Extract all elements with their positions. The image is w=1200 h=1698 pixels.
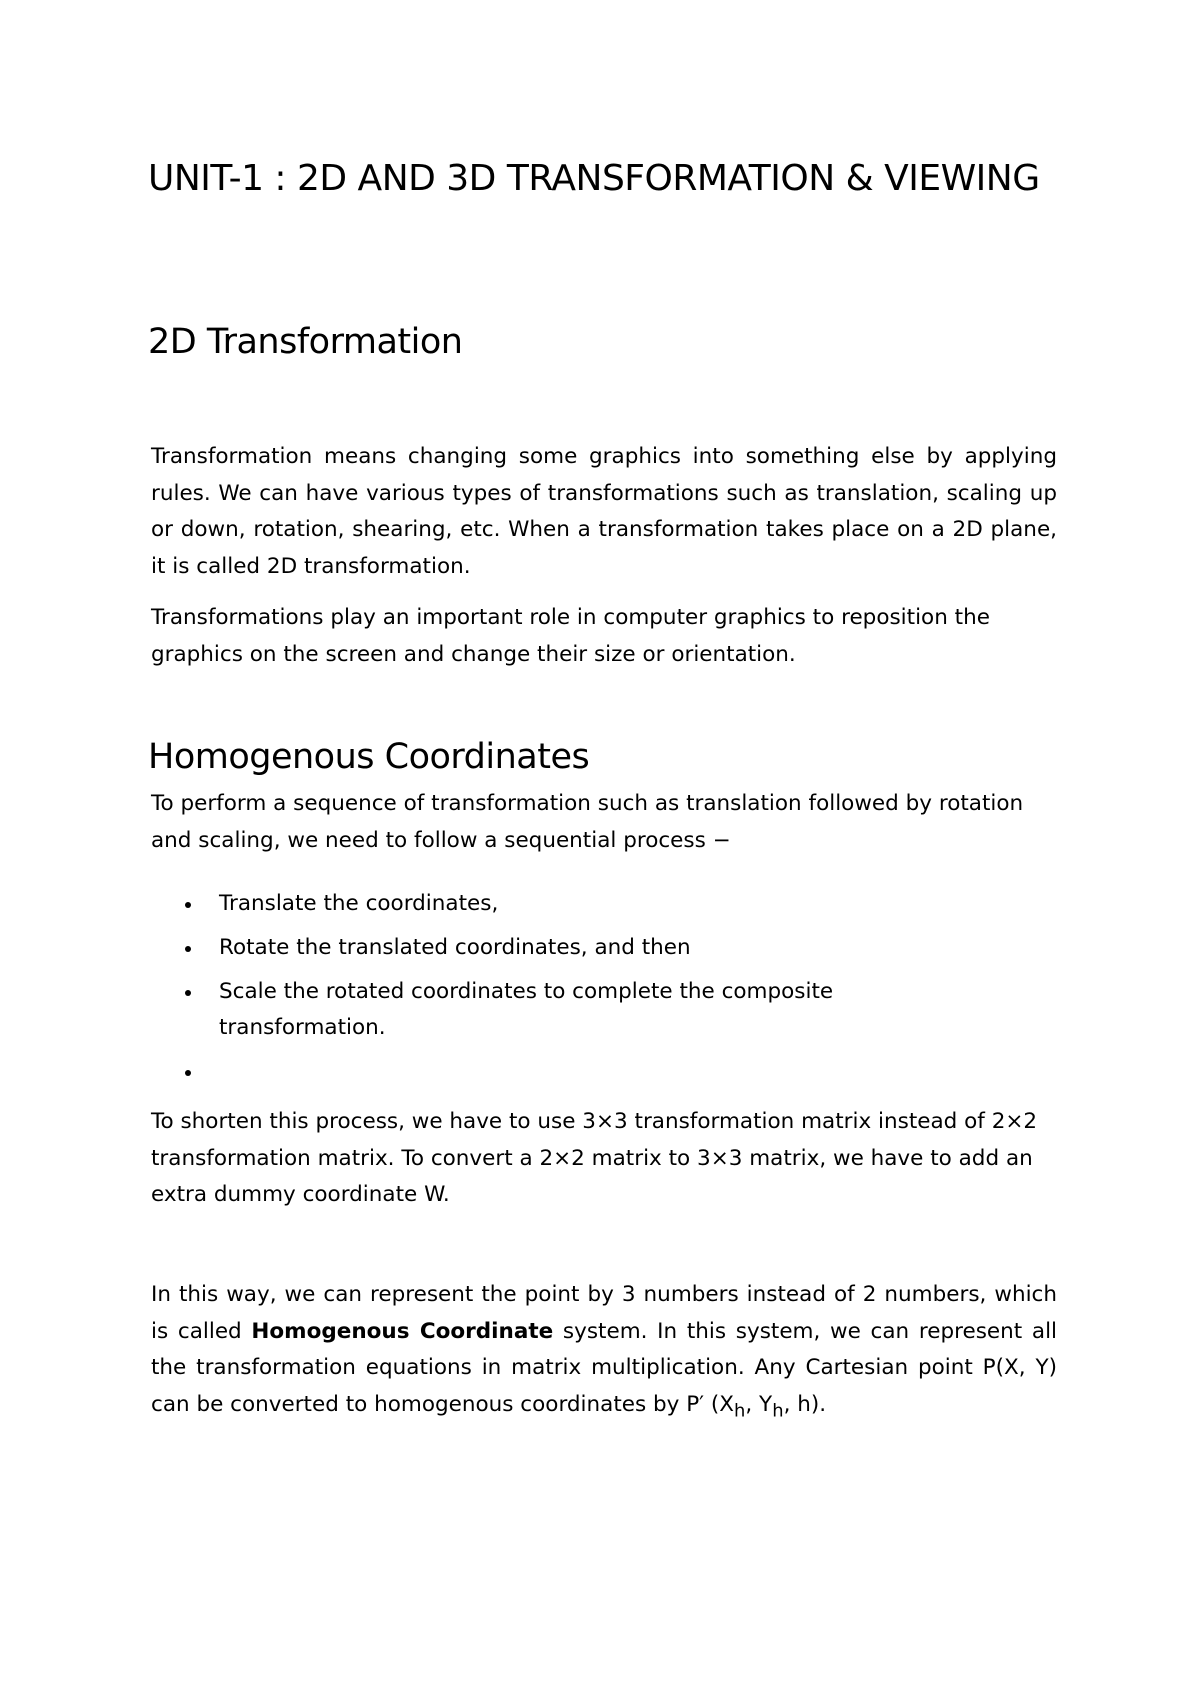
paragraph-transformation-definition: Transformation means changing some graphics into something else by applying rules. We can have various types of transformations such as translation, scaling up or down, rotation, shearing, etc. When a transformation takes place on a 2D plane, it is called 2D transformation. [151, 444, 1057, 579]
list-item-text: Scale the rotated coordinates to complete the composite transformation. [219, 979, 834, 1040]
bullet-icon [185, 946, 191, 952]
list-item [151, 974, 971, 1046]
section-heading-2d-transformation: 2D Transformation [148, 322, 463, 362]
list-item [151, 930, 971, 966]
paragraph-text: In this way, we can represent the point by 3 numbers instead of 2 numbers, which is called [151, 1282, 1057, 1344]
list-item [151, 886, 971, 922]
bullet-icon [185, 990, 191, 996]
process-steps-list [151, 886, 971, 1098]
subscript-h: h [734, 1400, 746, 1422]
paragraph-transformation-role: Transformations play an important role in computer graphics to reposition the graphics on the screen and change their size or orientation. [151, 605, 990, 667]
bullet-icon [185, 902, 191, 908]
paragraph-matrix-shortening: To shorten this process, we have to use 3×3 transformation matrix instead of 2×2 transformation matrix. To convert a 2×2 matrix to 3×3 matrix, we have to add an extra dummy coordinate W. [151, 1109, 1038, 1208]
paragraph-text: system. In this system, we can represent all the transformation equations in matrix multiplication. Any Cartesian point P(X, Y) can be converted to homogenous coordinates by P′ (X [151, 1318, 1058, 1417]
list-item-text: Translate the coordinates, [219, 891, 499, 916]
list-item-text: Rotate the translated coordinates, and then [219, 935, 691, 960]
bullet-icon [185, 1070, 191, 1076]
list-item [151, 1054, 971, 1090]
paragraph-homogenous-system [151, 1277, 1057, 1430]
bold-term-homogenous-coordinate: Homogenous Coordinate [251, 1318, 554, 1344]
document-title: UNIT-1 : 2D AND 3D TRANSFORMATION & VIEWING [148, 158, 1040, 199]
paragraph-sequence-intro: To perform a sequence of transformation such as translation followed by rotation and scaling, we need to follow a sequential process − [151, 791, 1024, 853]
paragraph-text: , Y [745, 1391, 773, 1417]
paragraph-text: , h). [783, 1391, 827, 1417]
section-heading-homogenous-coordinates: Homogenous Coordinates [148, 737, 590, 777]
subscript-h: h [772, 1400, 784, 1422]
